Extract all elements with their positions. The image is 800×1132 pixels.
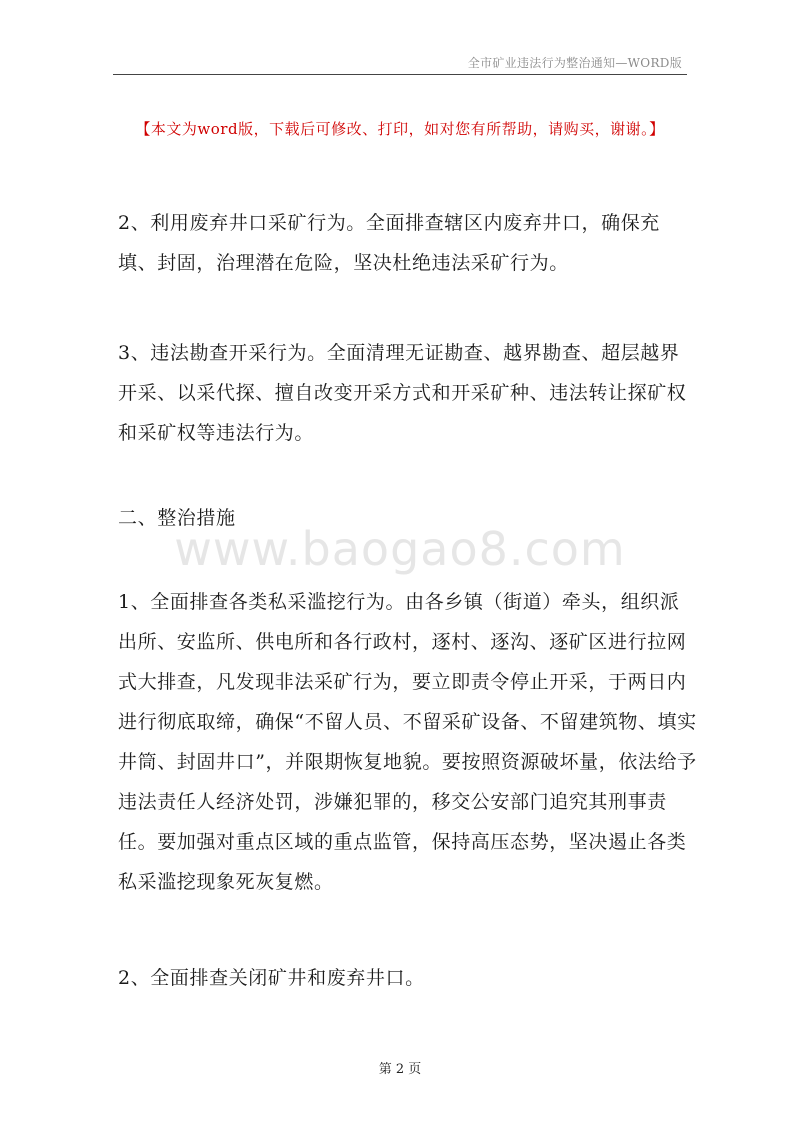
purchase-notice: 【本文为word版，下载后可修改、打印，如对您有所帮助，请购买，谢谢。】: [135, 120, 665, 138]
page-number: 第 2 页: [378, 1062, 422, 1077]
page-header-title: 全市矿业违法行为整治通知—WORD版: [467, 56, 682, 70]
paragraph-measure-2: 2、全面排查关闭矿井和废弃井口。: [118, 967, 425, 989]
paragraph-item-3: 3、违法勘查开采行为。全面清理无证勘查、越界勘查、超层越界开采、以采代探、擅自改变开采方式和开采矿种、违法转让探矿权和采矿权等违法行为。: [118, 342, 687, 444]
section-heading-measures: 二、整治措施: [118, 507, 236, 529]
paragraph-item-2: 2、利用废弃井口采矿行为。全面排查辖区内废弃井口，确保充填、封固，治理潜在危险，坚决杜绝违法采矿行为。: [118, 212, 660, 274]
header-divider: [113, 74, 687, 75]
watermark: www.baogao8.com: [174, 522, 626, 576]
paragraph-measure-1: 1、全面排查各类私采滥挖行为。由各乡镇（街道）牵头，组织派出所、安监所、供电所和各行政村，逐村、逐沟、逐矿区进行拉网式大排查，凡发现非法采矿行为，要立即责令停止开采，于两日内进行彻底取缔，确保“不留人员、不留采矿设备、不留建筑物、填实井筒、封固井口”，并限期恢复地貌。要按照资源破坏量，依法给予违法责任人经济处罚，涉嫌犯罪的，移交公安部门追究其刑事责任。要加强对重点区域的重点监管，保持高压态势，坚决遏止各类私采滥挖现象死灰复燃。: [118, 591, 697, 893]
